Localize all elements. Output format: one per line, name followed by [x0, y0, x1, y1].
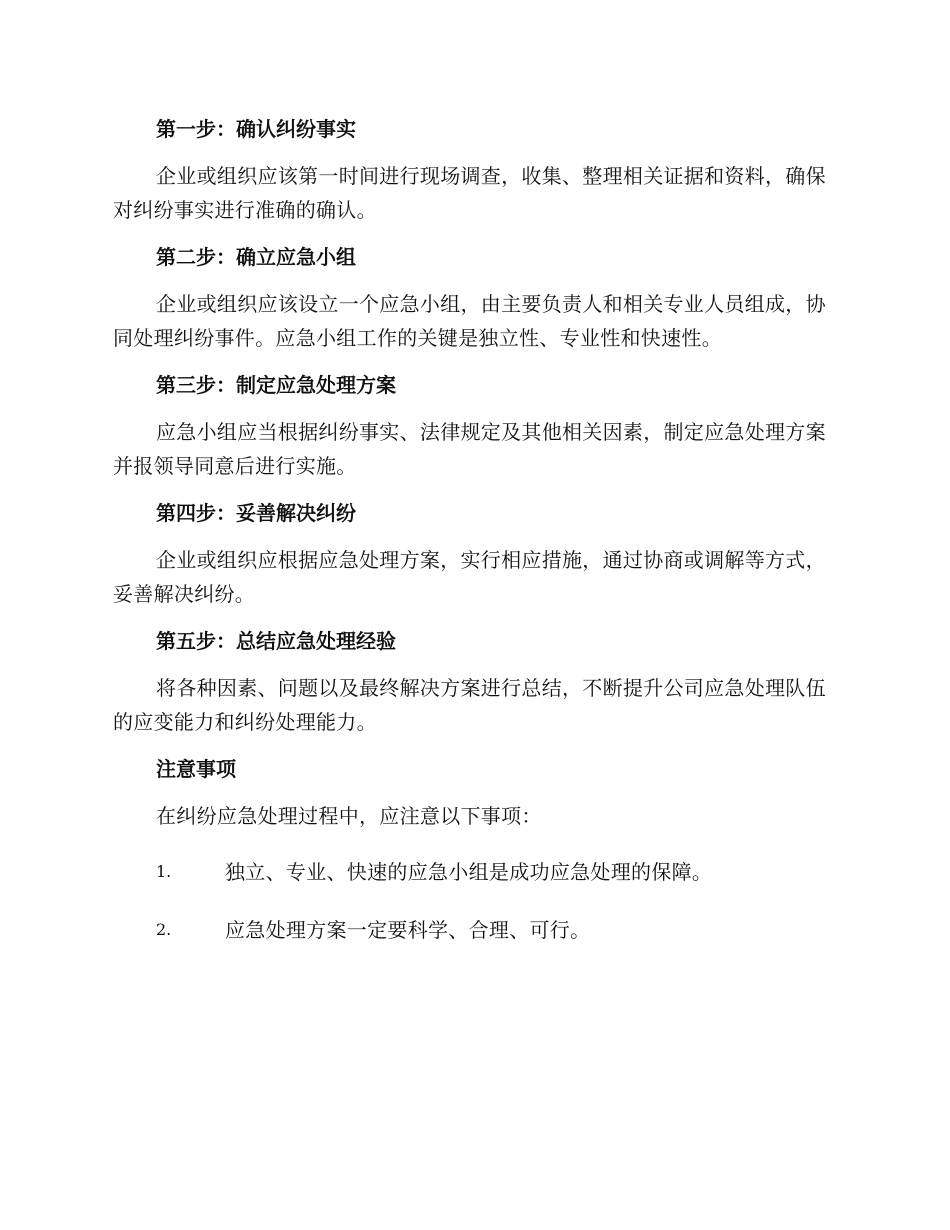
list-item-text: 应急处理方案一定要科学、合理、可行。: [225, 918, 591, 942]
document-content: [113, 112, 835, 971]
step-5-body: 将各种因素、问题以及最终解决方案进行总结，不断提升公司应急处理队伍的应变能力和纠纷处理能力。: [113, 676, 826, 734]
step-4-heading: 第四步：妥善解决纠纷: [156, 501, 356, 525]
list-item: [113, 913, 835, 947]
step-3-heading: 第三步：制定应急处理方案: [156, 373, 396, 397]
step-2-heading: 第二步：确立应急小组: [156, 245, 356, 269]
notes-intro: 在纠纷应急处理过程中，应注意以下事项：: [156, 804, 542, 828]
list-item-text: 独立、专业、快速的应急小组是成功应急处理的保障。: [225, 860, 713, 884]
notes-heading: 注意事项: [156, 757, 236, 781]
step-5-heading: 第五步：总结应急处理经验: [156, 629, 396, 653]
list-item: [113, 855, 835, 889]
step-2-body: 企业或组织应该设立一个应急小组，由主要负责人和相关专业人员组成，协同处理纠纷事件。应急小组工作的关键是独立性、专业性和快速性。: [113, 292, 826, 350]
step-1-body: 企业或组织应该第一时间进行现场调查，收集、整理相关证据和资料，确保对纠纷事实进行准确的确认。: [113, 164, 826, 222]
list-item-number: 2.: [156, 920, 172, 939]
step-4-body: 企业或组织应根据应急处理方案，实行相应措施，通过协商或调解等方式，妥善解决纠纷。: [113, 548, 826, 606]
step-3-body: 应急小组应当根据纠纷事实、法律规定及其他相关因素，制定应急处理方案并报领导同意后进行实施。: [113, 420, 826, 478]
list-item-number: 1.: [156, 862, 172, 881]
step-1-heading: 第一步：确认纠纷事实: [156, 117, 356, 141]
